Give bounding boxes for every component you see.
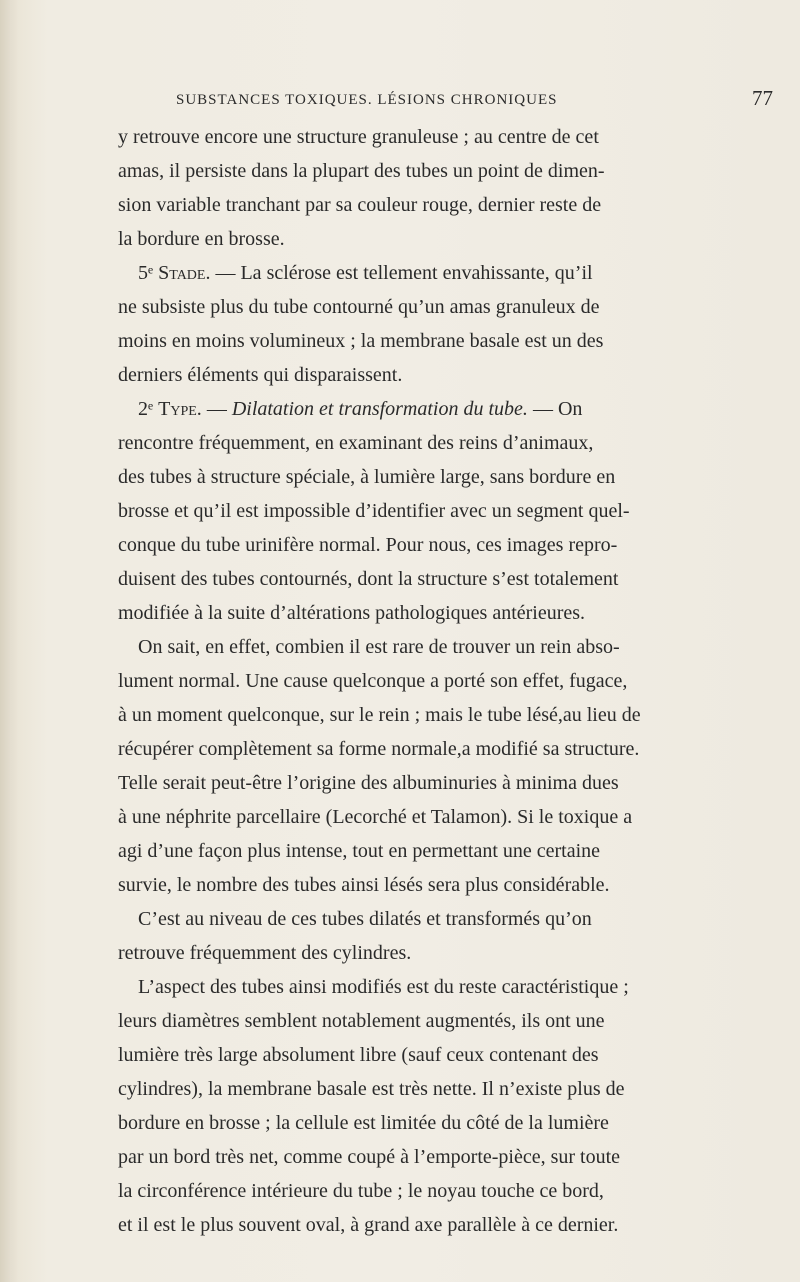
text-line: modifiée à la suite d’altérations pathologiques antérieures. — [118, 602, 586, 624]
section-heading-line: 5ᵉ Stade. — La sclérose est tellement envahissante, qu’il — [138, 262, 593, 284]
text-line: amas, il persiste dans la plupart des tubes un point de dimen- — [118, 160, 605, 182]
page-binding-shadow — [0, 0, 18, 1282]
text-line: ne subsiste plus du tube contourné qu’un amas granuleux de — [118, 296, 600, 318]
text-line: à une néphrite parcellaire (Lecorché et Talamon). Si le toxique a — [118, 806, 633, 828]
section-label: Stade. — [158, 262, 211, 284]
text-line: y retrouve encore une structure granuleuse ; au centre de cet — [118, 126, 599, 148]
text-line: la circonférence intérieure du tube ; le noyau touche ce bord, — [118, 1180, 604, 1202]
text-line: lument normal. Une cause quelconque a porté son effet, fugace, — [118, 670, 628, 692]
text-line: retrouve fréquemment des cylindres. — [118, 942, 412, 964]
text-line: C’est au niveau de ces tubes dilatés et transformés qu’on — [138, 908, 592, 930]
running-head — [0, 86, 800, 116]
text-line: cylindres), la membrane basale est très nette. Il n’existe plus de — [118, 1078, 625, 1100]
text-line: derniers éléments qui disparaissent. — [118, 364, 403, 386]
text-line: à un moment quelconque, sur le rein ; mais le tube lésé,au lieu de — [118, 704, 641, 726]
text-line: la bordure en brosse. — [118, 228, 285, 250]
text-line: et il est le plus souvent oval, à grand axe parallèle à ce dernier. — [118, 1214, 619, 1236]
text-line: survie, le nombre des tubes ainsi lésés sera plus considérable. — [118, 874, 610, 896]
text-line: par un bord très net, comme coupé à l’emporte-pièce, sur toute — [118, 1146, 621, 1168]
text-line: brosse et qu’il est impossible d’identifier avec un segment quel- — [118, 500, 630, 522]
text-line: récupérer complètement sa forme normale,a modifié sa structure. — [118, 738, 640, 760]
text-line: sion variable tranchant par sa couleur rouge, dernier reste de — [118, 194, 602, 216]
text-line: On sait, en effet, combien il est rare de trouver un rein abso- — [138, 636, 620, 658]
text-line: conque du tube urinifère normal. Pour nous, ces images repro- — [118, 534, 618, 556]
text-line: duisent des tubes contournés, dont la structure s’est totalement — [118, 568, 619, 590]
text-line: lumière très large absolument libre (sauf ceux contenant des — [118, 1044, 599, 1066]
section-title: Dilatation et transformation du tube. — [231, 398, 528, 420]
text-line: leurs diamètres semblent notablement augmentés, ils ont une — [118, 1010, 605, 1032]
text-line: des tubes à structure spéciale, à lumière large, sans bordure en — [118, 466, 616, 488]
text-line: agi d’une façon plus intense, tout en permettant une certaine — [118, 840, 601, 862]
running-title: SUBSTANCES TOXIQUES. LÉSIONS CHRONIQUES — [176, 92, 558, 108]
section-heading-line: 2ᵉ Type. — Dilatation et transformation du tube. — On — [138, 398, 583, 420]
text-line: Telle serait peut-être l’origine des albuminuries à minima dues — [118, 772, 619, 794]
text-line: rencontre fréquemment, en examinant des reins d’animaux, — [118, 432, 594, 454]
text-line: L’aspect des tubes ainsi modifiés est du reste caractéristique ; — [138, 976, 629, 998]
text-line: bordure en brosse ; la cellule est limitée du côté de la lumière — [118, 1112, 609, 1134]
text-line: moins en moins volumineux ; la membrane basale est un des — [118, 330, 604, 352]
page-number: 77 — [752, 86, 773, 110]
section-label: Type. — [158, 398, 202, 420]
